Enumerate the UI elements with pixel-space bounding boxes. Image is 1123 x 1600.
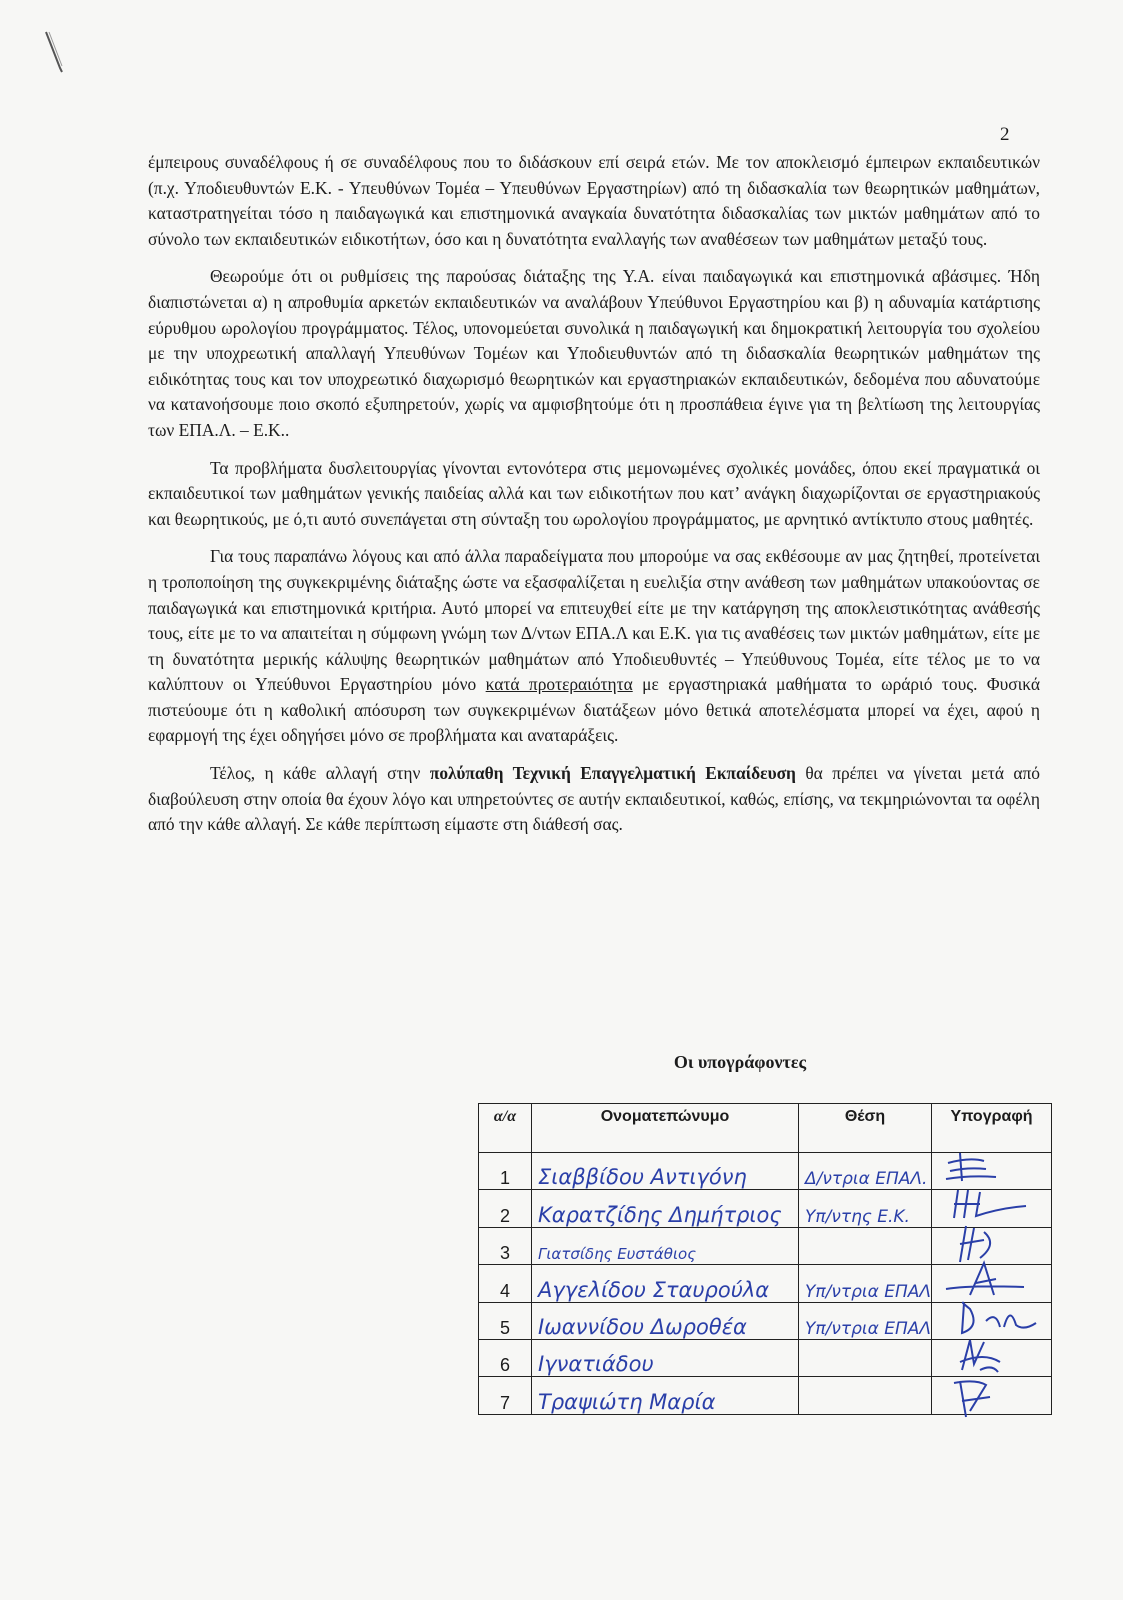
handwritten-name: Τραψιώτη Μαρία (538, 1389, 716, 1414)
name-cell (532, 1190, 799, 1227)
name-cell (532, 1377, 799, 1414)
handwritten-position: Δ/ντρια ΕΠΑΛ. (805, 1169, 928, 1190)
signature-cell (932, 1377, 1052, 1414)
position-cell (799, 1377, 932, 1414)
header-signature: Υπογραφή (932, 1104, 1052, 1153)
handwritten-position: Υπ/ντρια ΕΠΑΛ (805, 1281, 932, 1302)
table-header-row (479, 1104, 1052, 1153)
paragraph-5-text-end: θα πρέπει να γίνεται μετά από διαβούλευση στην οποία θα έχουν λόγο και υπηρετούντες σε αυτήν εκπαιδευτικοί, καθώς, επίσης, να τεκμηριώνονται τα οφέλη από την κάθε αλλαγή. Σε κάθε περίπτωση είμαστε στη διάθεσή σας. (148, 763, 1040, 835)
paragraph-5 (148, 761, 1040, 838)
paragraph-1: έμπειρους συναδέλφους ή σε συναδέλφους που το διδάσκουν επί σειρά ετών. Με τον αποκλεισμό έμπειρων εκπαιδευτικών (π.χ. Υποδιευθυντών Ε.Κ. - Υπευθύνων Τομέα – Υπευθύνων Εργαστηρίων) από τη διδασκαλία των θεωρητικών μαθημάτων, καταστρατηγείται τόσο η παιδαγωγικά και επιστημονικά αναγκαία δυνατότητα διδασκαλίας των μικτών μαθημάτων από το σύνολο των εκπαιδευτικών ειδικοτήτων, όσο και η δυνατότητα εναλλαγής των αναθέσεων των μαθημάτων μεταξύ τους. (148, 152, 1040, 249)
row-number: 5 (479, 1302, 532, 1339)
row-number: 6 (479, 1339, 532, 1376)
page-number: 2 (1000, 124, 1010, 145)
header-aa: α/α (479, 1104, 532, 1153)
handwritten-name: Γιατσίδης Ευστάθιος (538, 1245, 697, 1264)
paragraph-5-text: Τέλος, η κάθε αλλαγή στην (210, 763, 430, 784)
position-cell (799, 1302, 932, 1339)
handwritten-name: Ιγνατιάδου (538, 1352, 654, 1377)
handwritten-position: Υπ/ντης Ε.Κ. (805, 1206, 910, 1227)
handwritten-position: Υπ/ντρια ΕΠΑΛ (805, 1318, 932, 1339)
row-number: 3 (479, 1227, 532, 1264)
signature-mark-icon (940, 1184, 1030, 1224)
paragraph-4-text: Για τους παραπάνω λόγους και από άλλα παραδείγματα που μπορούμε να σας εκθέσουμε αν μας ζητηθεί, προτείνεται η τροποποίηση της συγκεκριμένης διάταξης ώστε να εξασφαλίζεται η ευελιξία στην ανάθεση των μαθημάτων υπακούοντας σε παιδαγωγικά και επιστημονικά κριτήρια. Αυτό μπορεί να επιτευχθεί είτε με την κατάργηση της αποκλειστικότητας ανάθεσής τους, είτε με το να απαιτείται η σύμφωνη γνώμη των Δ/ντων ΕΠΑ.Λ και Ε.Κ. για τις αναθέσεις των μικτών μαθημάτων, είτε με τη δυνατότητα μερικής κάλυψης θεωρητικών μαθημάτων από Υποδιευθυντές – Υπεύθυνους Τομέα, είτε τέλος με το να καλύπτουν οι Υπεύθυνοι Εργαστηρίου μόνο (148, 546, 1040, 695)
row-number: 7 (479, 1377, 532, 1414)
header-name: Ονοματεπώνυμο (532, 1104, 799, 1153)
position-cell (799, 1190, 932, 1227)
staple-mark-icon (40, 28, 70, 78)
name-cell (532, 1227, 799, 1264)
signature-mark-icon (940, 1371, 1010, 1419)
letter-body (148, 150, 1040, 838)
table-row (479, 1377, 1052, 1414)
bold-phrase: πολύπαθη Τεχνική Επαγγελματική Εκπαίδευση (429, 763, 796, 784)
name-cell (532, 1265, 799, 1302)
signatories-title: Οι υπογράφοντες (673, 1052, 807, 1072)
position-cell (799, 1153, 932, 1190)
handwritten-name: Αγγελίδου Σταυρούλα (538, 1277, 770, 1302)
name-cell (532, 1153, 799, 1190)
position-cell (799, 1339, 932, 1376)
row-number: 2 (479, 1190, 532, 1227)
row-number: 1 (479, 1153, 532, 1190)
underlined-phrase: κατά προτεραιότητα (485, 674, 633, 695)
signature-mark-icon (940, 1147, 1020, 1187)
row-number: 4 (479, 1265, 532, 1302)
handwritten-name: Σιαββίδου Αντιγόνη (538, 1165, 747, 1190)
name-cell (532, 1339, 799, 1376)
paragraph-4-text-end: με εργαστηριακά μαθήματα το ωράριό τους. Φυσικά πιστεύουμε ότι η καθολική απόσυρση των συγκεκριμένων διατάξεων μόνο θετικά αποτελέσματα μπορεί να έχει, αφού η εφαρμογή της έχει οδηγήσει μόνο σε προβλήματα και αναταράξεις. (148, 674, 1040, 746)
position-cell (799, 1265, 932, 1302)
position-cell (799, 1227, 932, 1264)
paragraph-4 (148, 544, 1040, 749)
handwritten-name: Ιωαννίδου Δωροθέα (538, 1314, 747, 1339)
handwritten-name: Καρατζίδης Δημήτριος (538, 1202, 782, 1227)
name-cell (532, 1302, 799, 1339)
paragraph-3: Τα προβλήματα δυσλειτουργίας γίνονται εντονότερα στις μεμονωμένες σχολικές μονάδες, όπου εκεί πραγματικά οι εκπαιδευτικοί των μαθημάτων γενικής παιδείας αλλά και των ειδικοτήτων που κατ’ ανάγκη διαχωρίζονται σε εργαστηριακούς και θεωρητικούς, με ό,τι αυτό συνεπάγεται στη σύνταξη του ωρολογίου προγράμματος, με αρνητικό αντίκτυπο στους μαθητές. (148, 457, 1040, 529)
paragraph-2: Θεωρούμε ότι οι ρυθμίσεις της παρούσας διάταξης της Υ.Α. είναι παιδαγωγικά και επιστημονικά αβάσιμες. Ήδη διαπιστώνεται α) η απροθυμία αρκετών εκπαιδευτικών να αναλάβουν Υπεύθυνοι Εργαστηρίου και β) η αδυναμία κατάρτισης εύρυθμου ωρολογίου προγράμματος. Τέλος, υπονομεύεται συνολικά η παιδαγωγική και δημοκρατική λειτουργία του σχολείου με την υποχρεωτική απαλλαγή Υπευθύνων Τομέων και Υποδιευθυντών από τη διδασκαλία θεωρητικών μαθημάτων της ειδικότητας τους και τον υποχρεωτικό διαχωρισμό θεωρητικών και εργαστηριακών εκπαιδευτικών, δεδομένα που αδυνατούμε να κατανοήσουμε ποιο σκοπό εξυπηρετούν, χωρίς να αμφισβητούμε ότι η προσπάθεια έγινε για τη βελτίωση της λειτουργίας των ΕΠΑ.Λ. – Ε.Κ.. (148, 266, 1040, 440)
signatures-table (478, 1103, 1052, 1415)
header-position: Θέση (799, 1104, 932, 1153)
